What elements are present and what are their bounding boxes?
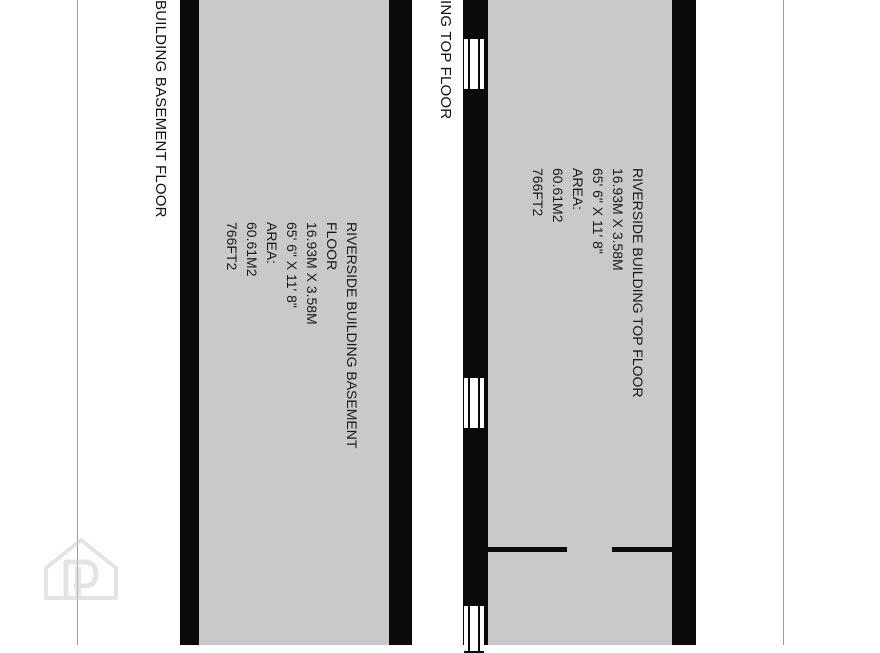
- basement-inner-wall-left: [196, 0, 199, 645]
- basement-room-name: RIVERSIDE BUILDING BASEMENT: [344, 222, 360, 449]
- top-partition-right: [612, 547, 672, 552]
- top-window-2: [464, 376, 484, 430]
- top-area-label: AREA:: [570, 168, 586, 211]
- top-window-1: [464, 37, 484, 91]
- basement-room-metric: 16.93M X 3.58M: [304, 222, 320, 325]
- top-area-m2: 60.61M2: [550, 168, 566, 223]
- basement-area-label: AREA:: [264, 222, 280, 265]
- basement-area-m2: 60.61M2: [244, 222, 260, 277]
- basement-area-ft2: 766FT2: [224, 222, 240, 271]
- basement-floor-title: BUILDING BASEMENT FLOOR: [152, 0, 169, 218]
- basement-room-imperial: 65' 6" X 11' 8": [284, 222, 300, 308]
- property-logo-icon: [42, 536, 120, 602]
- basement-room-label: [222, 222, 362, 448]
- top-window-3: [464, 604, 484, 653]
- basement-inner-wall-right: [389, 0, 392, 645]
- top-inner-wall-right: [672, 0, 676, 645]
- top-room-label: [528, 168, 648, 398]
- top-floor-title: ING TOP FLOOR: [437, 0, 454, 120]
- top-room-name: RIVERSIDE BUILDING TOP FLOOR: [630, 168, 646, 398]
- top-room-imperial: 65' 6" X 11' 8": [590, 168, 606, 254]
- top-partition-left: [488, 547, 567, 552]
- top-room-metric: 16.93M X 3.58M: [610, 168, 626, 271]
- basement-room-name-cont: FLOOR: [324, 222, 340, 271]
- right-frame-line: [783, 0, 784, 645]
- top-area-ft2: 766FT2: [530, 168, 546, 217]
